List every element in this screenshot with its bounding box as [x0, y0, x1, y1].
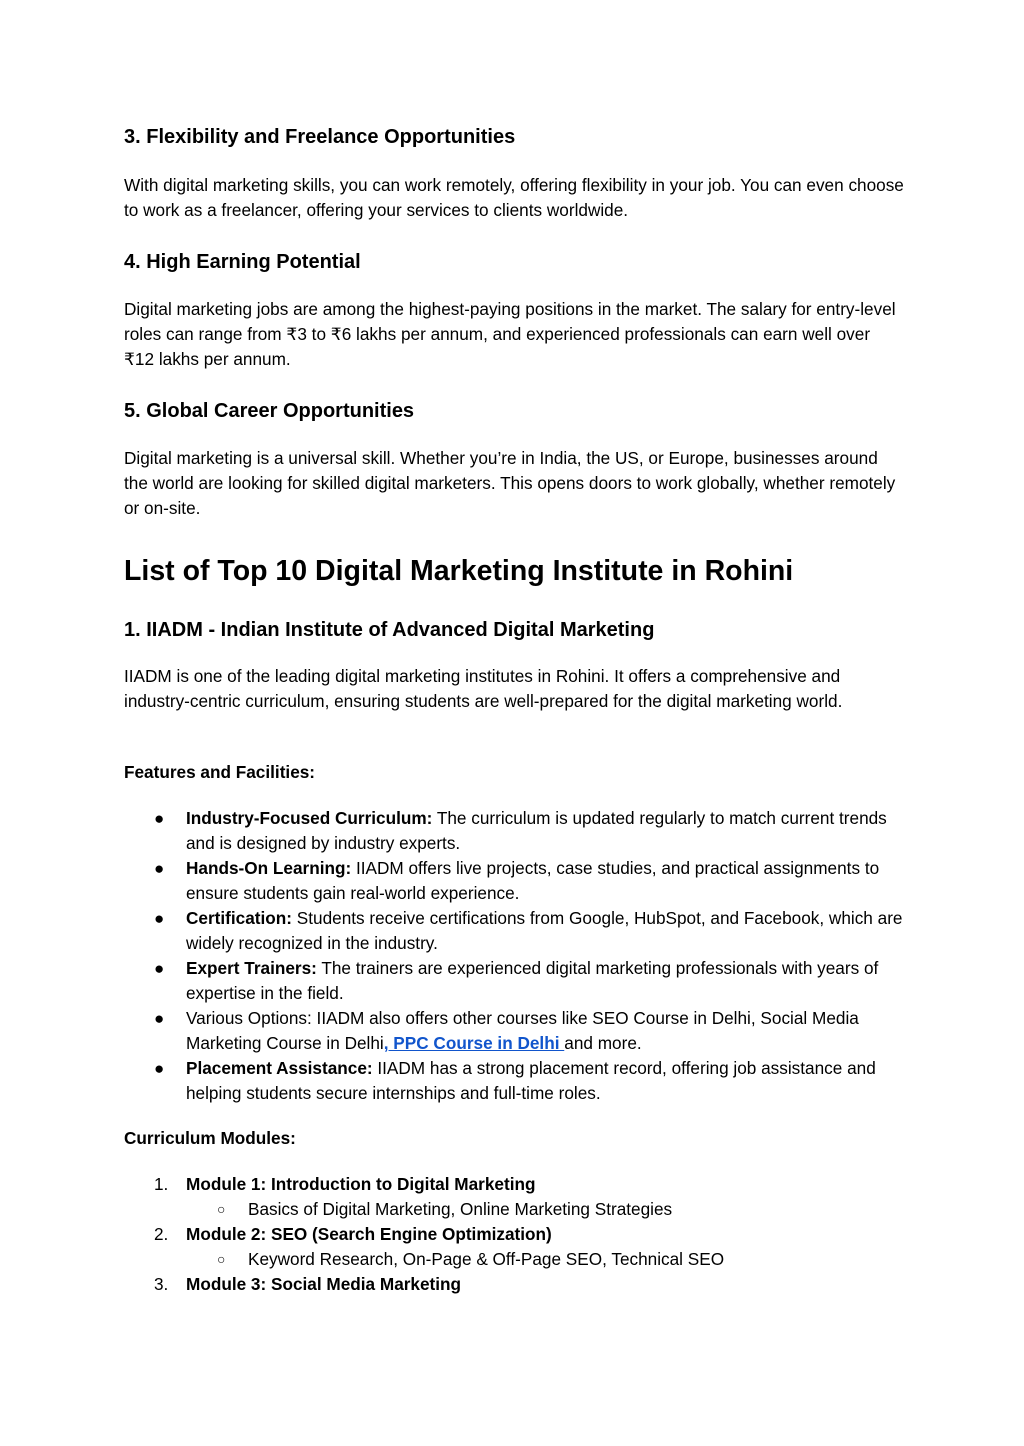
circle-bullet-icon: ○ [217, 1201, 226, 1217]
features-label: Features and Facilities: [124, 762, 316, 782]
list-item: ● Hands-On Learning: IIADM offers live projects, case studies, and practical assignments to ensure students gain real-world experience. [154, 858, 880, 903]
bullet-icon: ● [154, 959, 165, 978]
paragraph-iiadm-intro: IIADM is one of the leading digital marketing institutes in Rohini. It offers a comprehensive and industry-centric curriculum, ensuring students are well-prepared for the digital marketing world. [124, 666, 843, 711]
paragraph-global: Digital marketing is a universal skill. Whether you’re in India, the US, or Europe, businesses around the world are looking for skilled digital marketers. This opens doors to work globally, whether remotely or on-site. [124, 448, 896, 518]
bullet-icon: ● [154, 859, 165, 878]
heading-iiadm: 1. IIADM - Indian Institute of Advanced Digital Marketing [124, 619, 655, 641]
bullet-icon: ● [154, 809, 165, 828]
curriculum-label: Curriculum Modules: [124, 1128, 296, 1148]
bullet-icon: ● [154, 1059, 165, 1078]
module-item: 1. Module 1: Introduction to Digital Marketing ○ Basics of Digital Marketing, Online Marketing Strategies [124, 1172, 904, 1222]
list-item: ● Industry-Focused Curriculum: The curriculum is updated regularly to match current trends and is designed by industry experts. [154, 808, 887, 853]
list-item: ● Expert Trainers: The trainers are experienced digital marketing professionals with years of expertise in the field. [154, 958, 879, 1003]
comma-link[interactable]: , [383, 1033, 389, 1053]
ppc-course-link[interactable]: PPC Course in Delhi [388, 1033, 565, 1053]
bullet-icon: ● [154, 1009, 165, 1028]
module-subitem: ○ Basics of Digital Marketing, Online Marketing Strategies [186, 1197, 904, 1222]
module-item: 3. Module 3: Social Media Marketing [154, 1274, 462, 1294]
list-item-various-options: ● Various Options: IIADM also offers other courses like SEO Course in Delhi, Social Media Marketing Course in Delhi, PPC Course in Delhi and more. [154, 1008, 859, 1053]
module-item: 2. Module 2: SEO (Search Engine Optimization) ○ Keyword Research, On-Page & Off-Page SEO, Technical SEO [124, 1222, 904, 1272]
list-title: List of Top 10 Digital Marketing Institute in Rohini [124, 555, 794, 587]
paragraph-flexibility: With digital marketing skills, you can work remotely, offering flexibility in your job. You can even choose to work as a freelancer, offering your services to clients worldwide. [124, 175, 904, 220]
modules-list [124, 1172, 904, 1297]
heading-global: 5. Global Career Opportunities [124, 400, 415, 422]
features-list [124, 806, 904, 1106]
module-subitem: ○ Keyword Research, On-Page & Off-Page SEO, Technical SEO [186, 1247, 904, 1272]
list-item: ● Placement Assistance: IIADM has a strong placement record, offering job assistance and helping students secure internships and full-time roles. [154, 1058, 876, 1103]
paragraph-earning: Digital marketing jobs are among the highest-paying positions in the market. The salary for entry-level roles can range from ₹3 to ₹6 lakhs per annum, and experienced professionals can earn well over ₹12 lakhs per annum. [124, 299, 896, 369]
heading-flexibility: 3. Flexibility and Freelance Opportunities [124, 126, 516, 148]
list-item: ● Certification: Students receive certifications from Google, HubSpot, and Facebook, which are widely recognized in the industry. [154, 908, 903, 953]
heading-earning: 4. High Earning Potential [124, 251, 361, 273]
bullet-icon: ● [154, 909, 165, 928]
circle-bullet-icon: ○ [217, 1251, 226, 1267]
